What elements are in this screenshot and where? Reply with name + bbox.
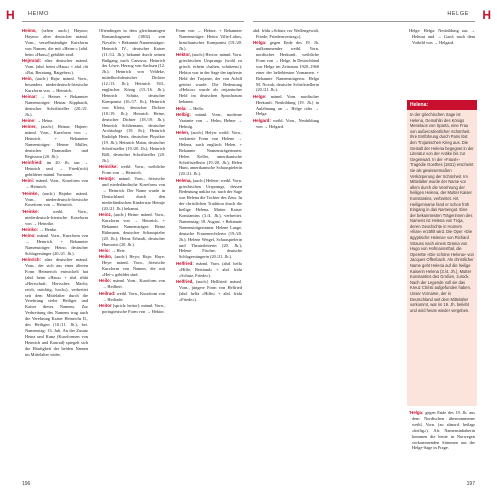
entry-text: → Henko. (39, 226, 58, 232)
dictionary-entry (176, 52, 242, 105)
running-head-left: HEIMO (28, 11, 50, 17)
dictionary-entry (99, 164, 165, 176)
entry-headword: Hejmrad: (22, 57, 42, 63)
entry-headword: 'Heinke, (22, 190, 39, 196)
text-column-3 (176, 28, 242, 476)
text-column-6-bottom (409, 410, 475, 476)
entry-headword: Helbig: (176, 111, 191, 117)
entry-text: Helge: Helga: Neubildung aus → Helmut und → Gard; nach dem Vorbild von → Helgard. (409, 28, 475, 45)
entry-text: weibl. Vorn., weibliche Form von → Heinrich. (102, 164, 165, 176)
dictionary-entry (22, 209, 88, 227)
entry-headword: Heimo, (22, 28, 37, 33)
section-letter-right: H (482, 8, 491, 22)
entry-headword: Heinrike: (99, 164, 118, 170)
dictionary-entry (22, 178, 88, 190)
entry-text: (auch:) Hajnke: männl. Vorn., niederdeutsch-friesische Koseform von → Heinrich. (25, 190, 88, 208)
header-rule-left (22, 21, 244, 22)
entry-text: weibl. Vorn., Neubildung von → Helgard. (256, 117, 319, 129)
entry-headword: Helfried, (176, 278, 194, 284)
entry-headword: Helena, (176, 177, 192, 183)
entry-headword: Hektor, (176, 52, 191, 58)
dictionary-entry (22, 76, 88, 94)
page-number-right: 197 (466, 481, 475, 487)
dictionary-entry (22, 233, 88, 257)
entry-text: (auch:) Hector: männl. Vorn. griechischen Ursprungs (wohl zu griech. échein »halten, schützen«); Hektor war in der Sage der tapferste Held der Trojaner, der von Achill getötet wurde. Die Bedeutung »Hektor« wurde als trojanischer Held im deutschen Sprachraum bekannt. (179, 52, 242, 105)
entry-text: Oftendingen in dem gleichnamigen Romanfragment (1802) von Novalis. + Bekannte Namensträger: Heinrich IV., deutscher Kaiser (11./12. Jh.); bekannt durch seinen Bußgang nach Canossa; Heinrich der Löwe, Herzog von Sachsen (12. Jh.); Heinrich von Veldeke, mittelhochdeutscher Dichter (12./13. Jh.); Heinrich Vill., englischer König (15./16. Jh.); Heinrich Schütz, deutscher Komponist (16./17. Jh.); Heinrich von Kleist, deutscher Dichter (18./19. Jh.); Heinrich Heine, deutscher Dichter (18./19. Jh.); Heinrich Schliemann, deutscher Archäologe (19. Jh.); Heinrich Rudolph Hertz, deutscher Physiker (19. Jh.); Heinrich Mann, deutscher Schriftsteller (19./20. Jh.); Heinrich Böll, deutscher Schriftsteller (20. Jh.). (99, 28, 165, 163)
dictionary-entry (22, 118, 88, 124)
entry-text: im 20. Jh. aus → Heinrich und → Fried(rich) gebildeter männl. Vorname. (25, 160, 88, 178)
dictionary-entry (22, 257, 88, 357)
section-letter-left: H (6, 8, 15, 22)
dictionary-entry (176, 130, 242, 177)
entry-text: → Hella. (187, 105, 204, 111)
entry-headword: Heiko, (99, 254, 113, 260)
entry-text: (auch:) Hajn: männl. Vorn., besonders niederdeutsch-friesische Kurzform von → Heinrich. (25, 76, 88, 93)
entry-headword: Heino: (22, 233, 36, 239)
dictionary-entry (176, 178, 242, 261)
entry-text: → Heinz. (36, 118, 54, 124)
dictionary-entry (253, 40, 319, 93)
entry-headword: Helga: (253, 40, 267, 46)
entry-headword: Heinrich: (22, 257, 42, 263)
entry-headword: Heini: (22, 178, 35, 184)
entry-text: (selten auch:) Haymo; Haymo: alter deutscher männl. Vorn., verselbständigte Kurzform von Namen, die mit »Heim-« [ahd. heim »Haus«] gebildet sind. (25, 28, 88, 57)
entry-text: alter deutscher männl. Vorn., der sich aus einer älteren Form Heimerich entwickelt hat (ahd. heim »Haus« + ahd. rihhi »Herrschaft; Herrscher, Macht; reich, mächtig, hoch«), verbreitet seit dem Mittelalter durch die Verehrung vieler Heiliger und Kaiser dieses Namens. Zur Verbreitung des Namens trug auch die Verehrung Kaiser Heinrichs II., des Heiligen (10./11. Jh.), bei. Namenstag: 13. Juli. An der Zusatz Heinz und Kunz (Kurzformen von Heinrich und Konrad) spiegelt sich die Häufigkeit der beiden Namen im Mittelalter wider. (25, 257, 88, 357)
entry-text: weibl. Vorn., Kurzform von → Heilrade. (102, 290, 165, 302)
entry-headword: Hela: (176, 105, 187, 111)
entry-text: (auch:) Heyo; Hajo: Haye; Heye: männl. Vorn., friesische Kurzform von Namen, die mit »Hei-« gebildet sind. (102, 254, 165, 278)
dictionary-entry (99, 291, 165, 303)
text-column-1 (22, 28, 88, 476)
entry-text: weibl. Vorn., niederdeutsch-friesische Koseform von → Heinrike. (25, 208, 88, 226)
entry-headword: Hein, (22, 76, 33, 82)
dictionary-entry (22, 227, 88, 233)
entry-headword: Helfried: (176, 260, 194, 266)
entry-headword: Heinfried: (22, 160, 43, 166)
entry-text: (auch:) Heine: männl. Vorn., Kurzform von → Heinrich. + Bekannte Namensträger: Heinz Rühmann, deutscher Schauspieler (20. Jh.); Heinz Erhardt, deutscher Humorist (20. Jh.). (102, 212, 165, 247)
infobox-title: Helena: (407, 100, 477, 110)
entry-headword: 'Helga: (409, 410, 424, 415)
entry-text: [sprich: heitor]: männl. Vorn., portugiesische Form von → Hektor. (102, 302, 165, 314)
dictionary-entry (22, 191, 88, 209)
header-rule-right (253, 21, 475, 22)
infobox-body (407, 110, 477, 315)
text-column-4 (253, 28, 319, 476)
dictionary-entry (22, 58, 88, 76)
entry-text: (auch:) Helyn: weibl. Vorn., verkürzte Form von Helene → Helena, auch englisch Helen. + Bekannte Namensträgerinnen: Helen Keller, amerikanische Schriftstellerin (19./20. Jh.); Helen Hunt, amerikanische Schauspielerin (20./21. Jh.). (179, 129, 242, 177)
entry-headword: Heine: (22, 118, 36, 124)
running-head-right: HELGE (447, 11, 469, 17)
entry-headword: Heinko: (22, 226, 39, 232)
entry-text: männl. Vorn. (ahd. helfa »Hilfe, Beistand« + ahd. fridu »Schutz, Friede«). (179, 260, 242, 278)
entry-headword: Helge: (253, 93, 267, 99)
dictionary-entry (253, 118, 319, 130)
dictionary-entry (176, 106, 242, 112)
entry-text: männl. Vorn., Koseform von → Heinrich. (25, 178, 88, 190)
dictionary-entry (409, 28, 475, 46)
entry-headword: Heitor (99, 302, 112, 308)
text-column-2 (99, 28, 165, 476)
entry-headword: Heinar: (22, 94, 38, 100)
page-number-left: 196 (22, 481, 31, 487)
entry-headword: Heilrad: (99, 290, 116, 296)
entry-headword: 'Heinke: (22, 208, 39, 214)
entry-text: männl. Vorn., Kurzform von → Heilbert. (102, 278, 165, 290)
entry-text: männl. Vorn., Kurzform von → Heinrich. + Bekannter Namensträger: Heino, deutscher Schlagersänger (20./21. Jh.). (25, 233, 88, 256)
dictionary-entry (22, 94, 88, 118)
dictionary-entry (253, 94, 319, 118)
entry-headword: Heiner, (22, 124, 37, 130)
dictionary-entry (99, 248, 165, 254)
dictionary-entry (22, 124, 88, 159)
entry-text: (auch:) Hellfried: männl. Vorn., jüngere Form von Helfried (ahd. helfa »Hilfe« + ahd. fridu »Friede«). (179, 278, 242, 302)
dictionary-entry (99, 278, 165, 290)
dictionary-entry (176, 112, 242, 130)
entry-text: männl. Vorn., moderne Variante von → Helm, Helme → Helmig. (179, 111, 242, 129)
entry-text: männl. Vorn. nordischer Herkunft. Neubildung (19. Jh.) in Anlehnung an → Helge oder → Helga. (256, 93, 319, 117)
entry-text: (auch:) Helene: weibl. Vorn. griechischen Ursprungs, dessen Bedeutung unklar ist; nach der Sage war Helena die Tochter des Zeus. In der christlichen Tradition durch die heilige Helena, Mutter Kaiser Konstantins (3./4. Jh.), verbreitet. Namenstag: 18. August. + Bekannte Namensträgerinnen: Helene Lange, deutsche Frauenrechtlerin (19./20. Jh.); Helene Weigel, Schauspielerin und Theaterleiterin (20. Jh.); Helene Fischer, deutsche Schlagersängerin (20./21. Jh.). (179, 177, 242, 260)
dictionary-entry (176, 279, 242, 303)
entry-text: ahd. frîdu »Schutz vor Waffengewalt, Friede; Friedensvertrag«). (253, 28, 319, 39)
text-column-6-top (409, 28, 475, 98)
infobox-text: In der griechischen Sage ist Helena, Gemahlin des Königs Menelaos von Sparta, eine Frau von außerordentlicher Schönheit. Ihre Entführung durch Paris löst den Trojanischen Krieg aus. Die Gestalt der Helena begegnet in der Literatur von der Antike bis zur Gegenwart. In der »Faust«-Tragödie Goethes (1831) erscheint sie als gewissermaßen Verkörperung der Schönheit. Im Mittelalter wurde der Name vor allem durch die Verehrung der heiligen Helena, der Mutter Kaiser Konstantins, verbreitet. Als Heiligenname fand er schon früh Eingang in das Namengut. Eine der bekanntesten Trägerinnen des Namens ist Helena von Troja, deren Geschichte in Homers »Ilias« erzählt wird. Die Oper »Die ägyptische Helena« von Richard Strauss nach einem Drama von Hugo von Hofmannsthal, die Operette »Die schöne Helena« von Jacques Offenbach. Als christlicher Name geht Helena auf die heilige Kaiserin Helena (3./4. Jh.), Mutter Konstantins des Großen, zurück. Nach der Legende soll sie das Kreuz Christi aufgefunden haben. Unser Vorname, der in Deutschland seit dem Mittelalter vorkommt, war im 19. Jh. beliebt und wird heute wieder vergeben. (410, 112, 474, 313)
entry-headword: Heintje: (99, 176, 116, 182)
dictionary-entry (99, 176, 165, 211)
dictionary-entry (253, 28, 319, 40)
entry-headword: Helgard: (253, 117, 271, 123)
entry-headword: Heio: (99, 248, 110, 254)
dictionary-entry (99, 212, 165, 247)
entry-headword: Helen, (176, 129, 190, 135)
entry-headword: Heilo: (99, 278, 112, 284)
entry-headword: Heinz, (99, 212, 112, 218)
dictionary-entry (22, 160, 88, 178)
entry-text: → Heiner. + Bekannter Namensträger: Heinar Kipphardt, deutscher Schriftsteller (20./21. Jh.). (25, 94, 88, 117)
dictionary-entry (409, 410, 475, 451)
entry-text: gegen Ende des 19. Jh. aus dem Nordischen übernommener weibl. Vorn. (zu altnord. heilagr »heilig«). Als Namensinhaberin kommen die heute in Norwegen vorkommenden Stimmen aus der Helge-Sage in Frage. (412, 410, 475, 451)
entry-text: (auch:) Heinar; Hajner: männl. Vorn., Kurzform von → Heinrich. + Bekannter Namensträger: Heiner Müller, deutscher Dramatiker und Regisseur (20. Jh.). (25, 124, 88, 159)
dictionary-entry (99, 28, 165, 164)
infobox-helena (407, 100, 477, 406)
entry-text: → Heie. (111, 248, 126, 254)
entry-text: Form von → Hektor. + Bekannter Namensträger: Heitor Villa-Lobos, brasilianischer Komponist (19./20. Jh.). (176, 28, 242, 51)
dictionary-entry (176, 28, 242, 52)
dictionary-entry (99, 303, 165, 315)
entry-text: alter deutscher männl. Vorn. (ahd. heim »Haus« + ahd. rât »Rat, Beratung, Ratgeber«). (25, 57, 88, 75)
dictionary-entry (22, 28, 88, 58)
dictionary-entry (176, 261, 242, 279)
entry-text: männl. Vorn., friesische und niederländische Koseform von → Heinrich. Der Name wurde in Deutschland durch den niederländischen Kinderstar Heintje (20./21. Jh.) bekannt. (102, 176, 165, 211)
entry-text: gegen Ende des 19. Jh. aufkommender weibl. Vorn. nordischer Herkunft, weibliche Form von → Helge. In Deutschland war Helge im Zeitraum 1920–1960 einer der beliebtesten Vornamen. + Bekannte Namensträgerin: Helga M. Novak, deutsche Schriftstellerin (20./21. Jh.). (256, 40, 319, 93)
dictionary-entry (99, 254, 165, 278)
